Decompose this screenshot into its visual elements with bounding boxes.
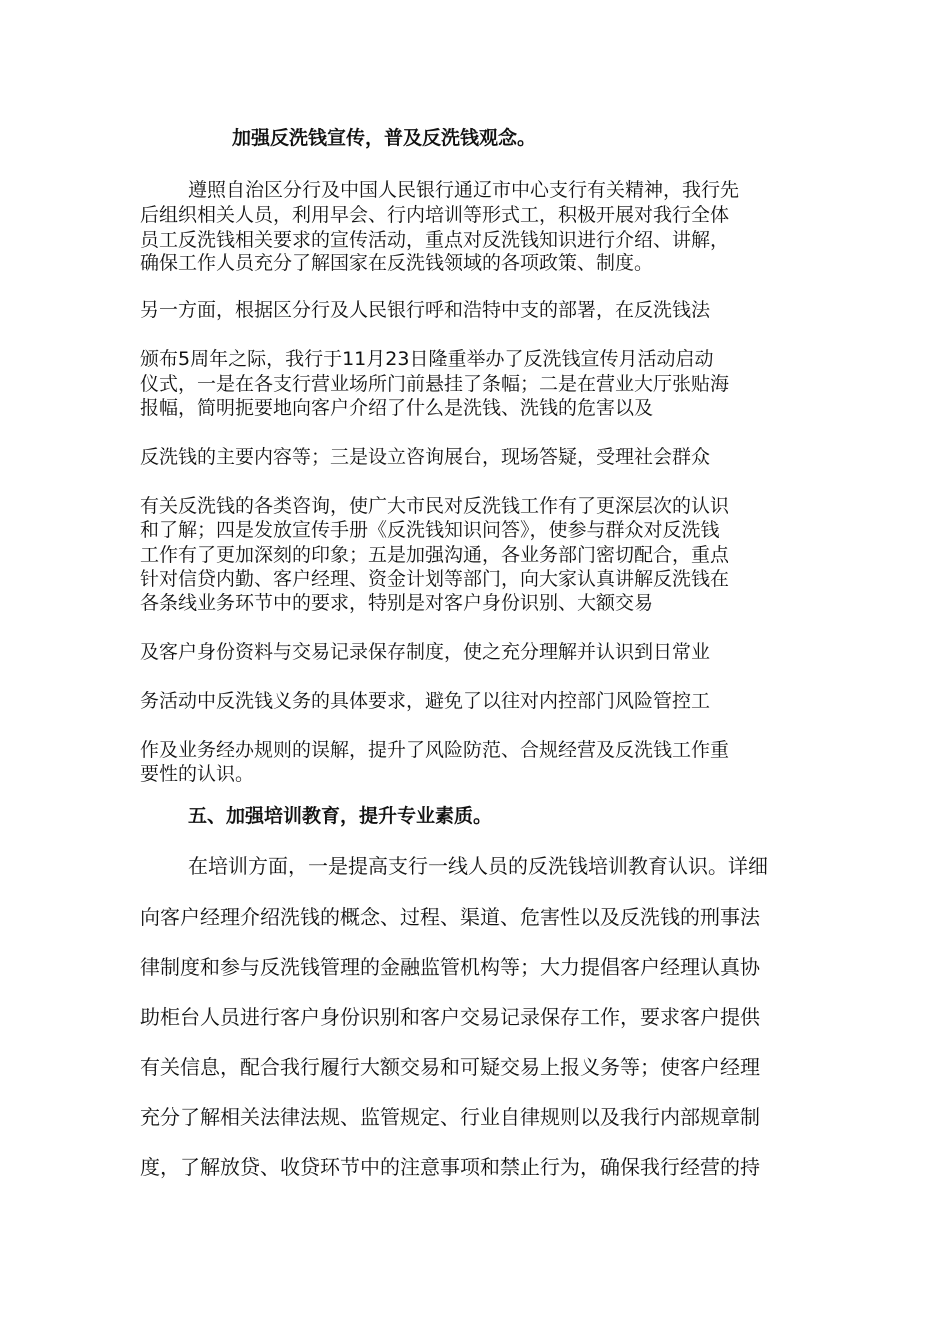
paragraph-line: 报幅，简明扼要地向客户介绍了什么是洗钱、洗钱的危害以及 xyxy=(140,397,654,419)
paragraph-line: 充分了解相关法律法规、监管规定、行业自律规则以及我行内部规章制 xyxy=(140,1105,760,1129)
paragraph-line: 向客户经理介绍洗钱的概念、过程、渠道、危害性以及反洗钱的刑事法 xyxy=(140,905,760,929)
paragraph-line: 助柜台人员进行客户身份识别和客户交易记录保存工作，要求客户提供 xyxy=(140,1005,760,1029)
paragraph-line: 工作有了更加深刻的印象；五是加强沟通，各业务部门密切配合，重点 xyxy=(140,544,730,566)
paragraph-line: 确保工作人员充分了解国家在反洗钱领域的各项政策、制度。 xyxy=(140,252,654,274)
paragraph-line: 另一方面，根据区分行及人民银行呼和浩特中支的部署，在反洗钱法 xyxy=(140,299,711,321)
section-heading: 加强反洗钱宣传，普及反洗钱观念。 xyxy=(232,127,537,149)
paragraph-line: 各条线业务环节中的要求，特别是对客户身份识别、大额交易 xyxy=(140,592,654,614)
paragraph-line: 律制度和参与反洗钱管理的金融监管机构等；大力提倡客户经理认真协 xyxy=(140,955,760,979)
paragraph-line: 仪式，一是在各支行营业场所门前悬挂了条幅；二是在营业大厅张贴海 xyxy=(140,373,730,395)
paragraph-line: 员工反洗钱相关要求的宣传活动，重点对反洗钱知识进行介绍、讲解， xyxy=(140,229,730,251)
paragraph-line: 务活动中反洗钱义务的具体要求，避免了以往对内控部门风险管控工 xyxy=(140,690,711,712)
paragraph-line: 作及业务经办规则的误解，提升了风险防范、合规经营及反洗钱工作重 xyxy=(140,739,730,761)
paragraph-line: 后组织相关人员，利用早会、行内培训等形式工，积极开展对我行全体 xyxy=(140,204,730,226)
section-heading: 五、加强培训教育，提升专业素质。 xyxy=(188,805,493,827)
paragraph-line: 针对信贷内勤、客户经理、资金计划等部门，向大家认真讲解反洗钱在 xyxy=(140,568,730,590)
paragraph-line: 要性的认识。 xyxy=(140,763,255,785)
paragraph-line: 和了解；四是发放宣传手册《反洗钱知识问答》，使参与群众对反洗钱 xyxy=(140,519,720,541)
paragraph-line: 有关信息，配合我行履行大额交易和可疑交易上报义务等；使客户经理 xyxy=(140,1055,760,1079)
paragraph-line: 颁布5周年之际，我行于11月23日隆重举办了反洗钱宣传月活动启动 xyxy=(140,348,714,370)
paragraph-line: 及客户身份资料与交易记录保存制度，使之充分理解并认识到日常业 xyxy=(140,641,711,663)
paragraph-line: 遵照自治区分行及中国人民银行通辽市中心支行有关精神，我行先 xyxy=(188,179,740,201)
paragraph-line: 在培训方面，一是提高支行一线人员的反洗钱培训教育认识。详细 xyxy=(188,854,768,878)
paragraph-line: 反洗钱的主要内容等；三是设立咨询展台，现场答疑，受理社会群众 xyxy=(140,446,711,468)
paragraph-line: 度，了解放贷、收贷环节中的注意事项和禁止行为，确保我行经营的持 xyxy=(140,1155,760,1179)
paragraph-line: 有关反洗钱的各类咨询，使广大市民对反洗钱工作有了更深层次的认识 xyxy=(140,495,730,517)
